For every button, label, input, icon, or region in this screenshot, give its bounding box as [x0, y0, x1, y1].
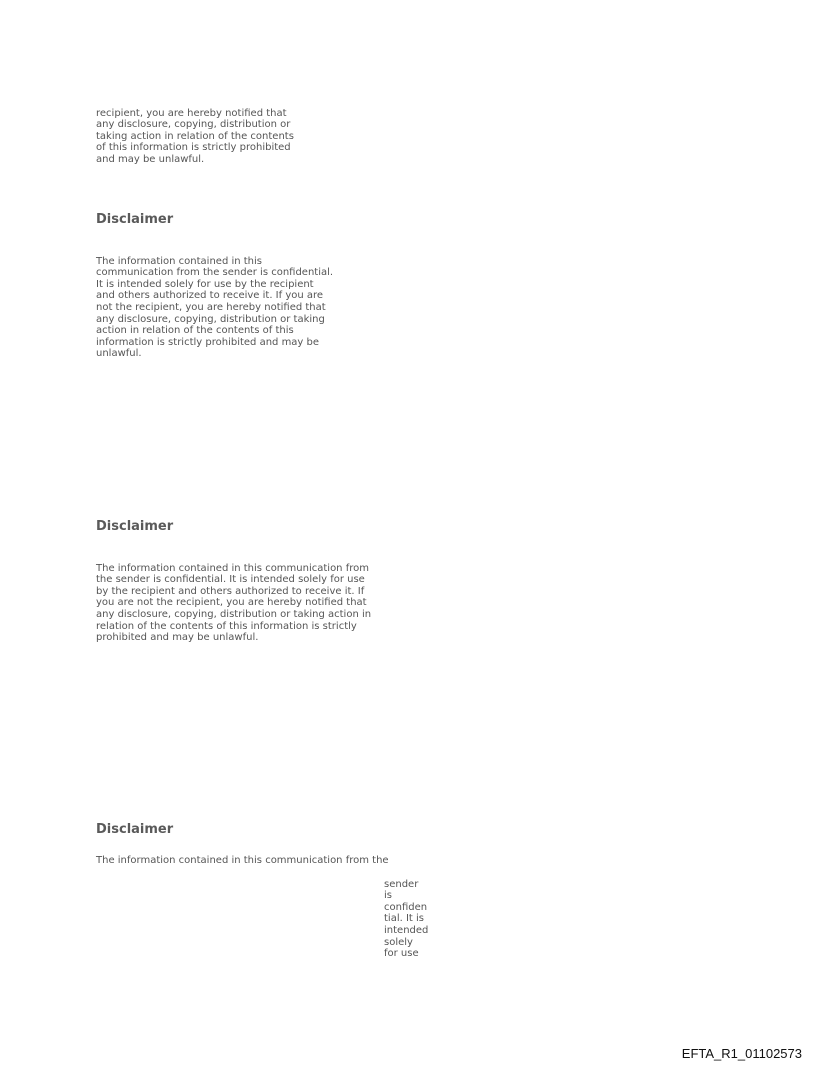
text-line: The information contained in this communication from [96, 562, 369, 574]
text-line: recipient, you are hereby notified that [96, 107, 287, 119]
text-line: any disclosure, copying, distribution or taking [96, 313, 325, 325]
text-line: and others authorized to receive it. If you are [96, 290, 324, 302]
text-line: sender [384, 878, 419, 890]
document-id: EFTA_R1_01102573 [681, 1046, 802, 1061]
text-line: tial. It is [384, 913, 424, 925]
text-line: relation of the contents of this information is strictly [96, 620, 357, 632]
text-line: It is intended solely for use by the recipient [96, 278, 314, 290]
disclaimer-first-line: The information contained in this communication from the [96, 855, 389, 866]
text-line: communication from the sender is confidential. [96, 267, 334, 279]
text-line: confiden [384, 901, 428, 913]
text-line: any disclosure, copying, distribution or taking action in [96, 608, 372, 620]
disclaimer-narrow-column [384, 867, 428, 971]
text-line: by the recipient and others authorized to receive it. If [96, 585, 365, 597]
disclaimer-fragment-top [96, 96, 294, 177]
text-line: any disclosure, copying, distribution or [96, 119, 291, 131]
text-line: taking action in relation of the contents [96, 130, 294, 142]
text-line: and may be unlawful. [96, 153, 205, 165]
disclaimer-body [96, 244, 333, 372]
text-line: of this information is strictly prohibited [96, 142, 291, 154]
text-line: you are not the recipient, you are hereby notified that [96, 597, 367, 609]
text-line: for use [384, 948, 419, 960]
text-line: The information contained in this [96, 255, 263, 267]
text-line: not the recipient, you are hereby notified that [96, 301, 326, 313]
disclaimer-body [96, 551, 371, 655]
disclaimer-heading: Disclaimer [96, 519, 174, 534]
text-line: solely [384, 936, 413, 948]
text-line: information is strictly prohibited and may be [96, 336, 320, 348]
text-line: intended [384, 924, 429, 936]
text-line: prohibited and may be unlawful. [96, 632, 259, 644]
disclaimer-heading: Disclaimer [96, 822, 174, 837]
text-line: the sender is confidential. It is intended solely for use [96, 574, 365, 586]
text-line: action in relation of the contents of this [96, 325, 294, 337]
disclaimer-heading: Disclaimer [96, 212, 174, 227]
text-line: is [384, 890, 392, 902]
text-line: unlawful. [96, 348, 142, 360]
